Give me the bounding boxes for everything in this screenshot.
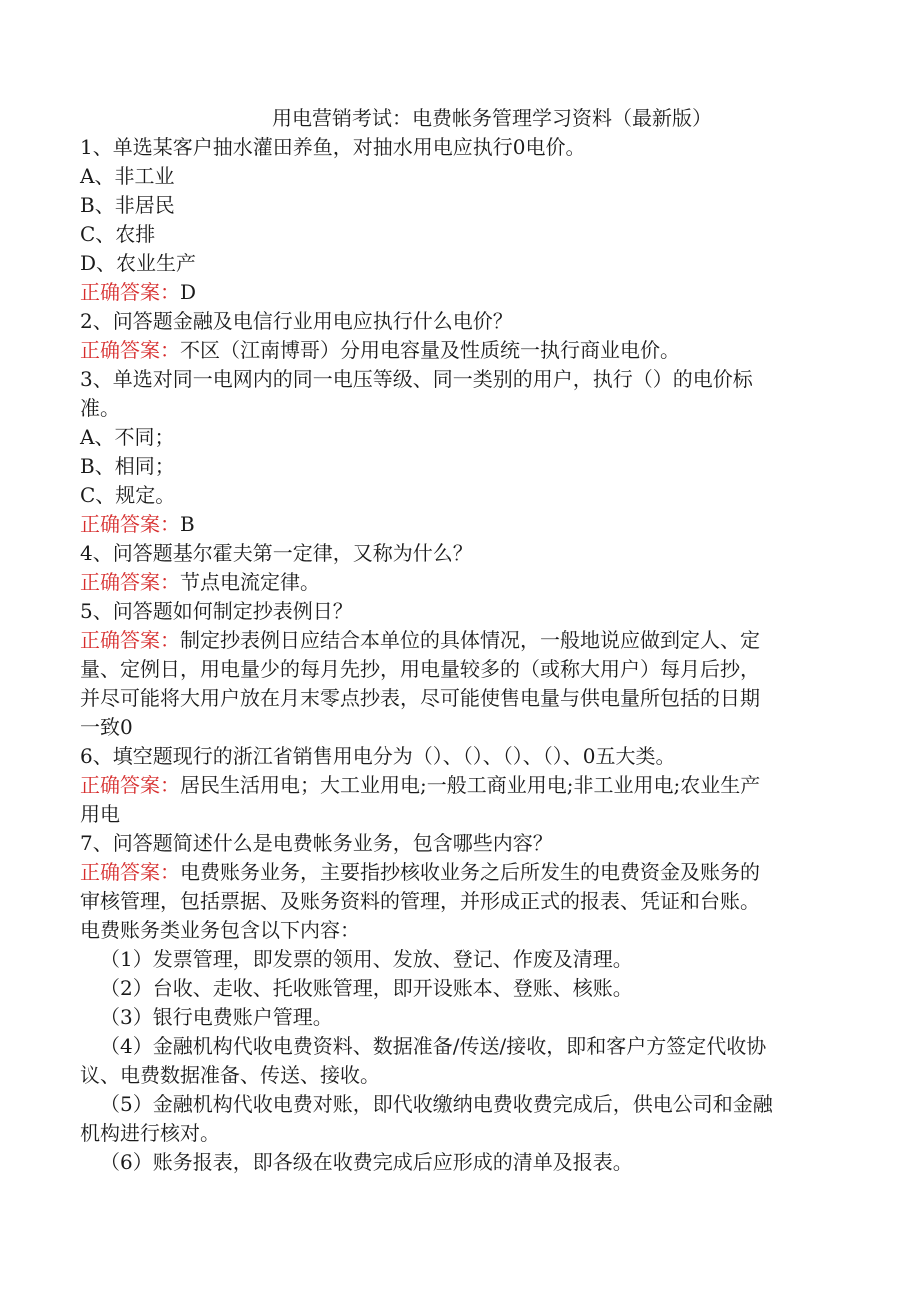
question-7-item-5-cont: 机构进行核对。 [80, 1121, 220, 1145]
question-7-answer-line-2: 审核管理，包括票据、及账务资料的管理，并形成正式的报表、凭证和台账。 [80, 889, 760, 913]
question-5-answer-line-4: 一致0 [80, 715, 133, 739]
question-5-answer-line-1 [80, 626, 840, 655]
question-7-item-5: （5）金融机构代收电费对账，即代收缴纳电费收费完成后，供电公司和金融 [100, 1092, 773, 1116]
question-3-option-a: A、不同； [80, 425, 175, 449]
question-7-answer-line-3: 电费账务类业务包含以下内容： [80, 918, 360, 942]
question-5-answer-line-3: 并尽可能将大用户放在月末零点抄表，尽可能使售电量与供电量所包括的日期 [80, 686, 760, 710]
question-7-item-1: （1）发票管理，即发票的领用、发放、登记、作废及清理。 [100, 947, 633, 971]
question-7-item-4: （4）金融机构代收电费资料、数据准备/传送/接收，即和客户方签定代收协 [100, 1034, 767, 1058]
question-1-stem: 1、单选某客户抽水灌田养鱼，对抽水用电应执行0电价。 [80, 135, 586, 159]
answer-label: 正确答案： [80, 280, 180, 304]
question-3-option-b: B、相同； [80, 454, 175, 478]
answer-label: 正确答案： [80, 570, 180, 594]
question-4-stem: 4、问答题基尔霍夫第一定律，又称为什么？ [80, 541, 473, 565]
answer-label: 正确答案： [80, 338, 180, 362]
question-3-option-c: C、规定。 [80, 483, 176, 507]
answer-text: B [180, 512, 195, 536]
answer-text: 节点电流定律。 [180, 570, 320, 594]
question-5-stem: 5、问答题如何制定抄表例日？ [80, 599, 353, 623]
question-6-answer-line-2: 用电 [80, 802, 120, 826]
question-7-stem: 7、问答题简述什么是电费帐务业务，包含哪些内容？ [80, 831, 553, 855]
question-6-answer-line-1 [80, 771, 840, 800]
question-7-item-4-cont: 议、电费数据准备、传送、接收。 [80, 1063, 380, 1087]
document-page [80, 104, 840, 1177]
answer-label: 正确答案： [80, 512, 180, 536]
question-3-answer [80, 510, 840, 539]
answer-text: 制定抄表例日应结合本单位的具体情况，一般地说应做到定人、定 [180, 628, 760, 652]
question-2-stem: 2、问答题金融及电信行业用电应执行什么电价？ [80, 309, 513, 333]
answer-label: 正确答案： [80, 773, 180, 797]
question-7-item-2: （2）台收、走收、托收账管理，即开设账本、登账、核账。 [100, 976, 633, 1000]
question-1-answer [80, 278, 840, 307]
question-7-item-3: （3）银行电费账户管理。 [100, 1005, 333, 1029]
question-6-stem: 6、填空题现行的浙江省销售用电分为（）、（）、（）、（）、0五大类。 [80, 744, 676, 768]
answer-text: D [180, 280, 197, 304]
question-1-option-d: D、农业生产 [80, 251, 197, 275]
answer-text: 不区（江南博哥）分用电容量及性质统一执行商业电价。 [180, 338, 680, 362]
answer-label: 正确答案： [80, 860, 180, 884]
question-3-stem-line-1: 3、单选对同一电网内的同一电压等级、同一类别的用户，执行（）的电价标 [80, 367, 753, 391]
question-4-answer [80, 568, 840, 597]
question-1-option-c: C、农排 [80, 222, 156, 246]
question-1-option-a: A、非工业 [80, 164, 175, 188]
question-2-answer [80, 336, 840, 365]
answer-text: 电费账务业务，主要指抄核收业务之后所发生的电费资金及账务的 [180, 860, 760, 884]
question-7-item-6: （6）账务报表，即各级在收费完成后应形成的清单及报表。 [100, 1150, 633, 1174]
question-7-answer-line-1 [80, 858, 840, 887]
page-title: 用电营销考试：电费帐务管理学习资料（最新版） [272, 106, 712, 130]
answer-text: 居民生活用电；大工业用电;一般工商业用电;非工业用电;农业生产 [180, 773, 761, 797]
answer-label: 正确答案： [80, 628, 180, 652]
question-5-answer-line-2: 量、定例日，用电量少的每月先抄，用电量较多的（或称大用户）每月后抄， [80, 657, 760, 681]
question-1-option-b: B、非居民 [80, 193, 175, 217]
question-3-stem-line-2: 准。 [80, 396, 120, 420]
